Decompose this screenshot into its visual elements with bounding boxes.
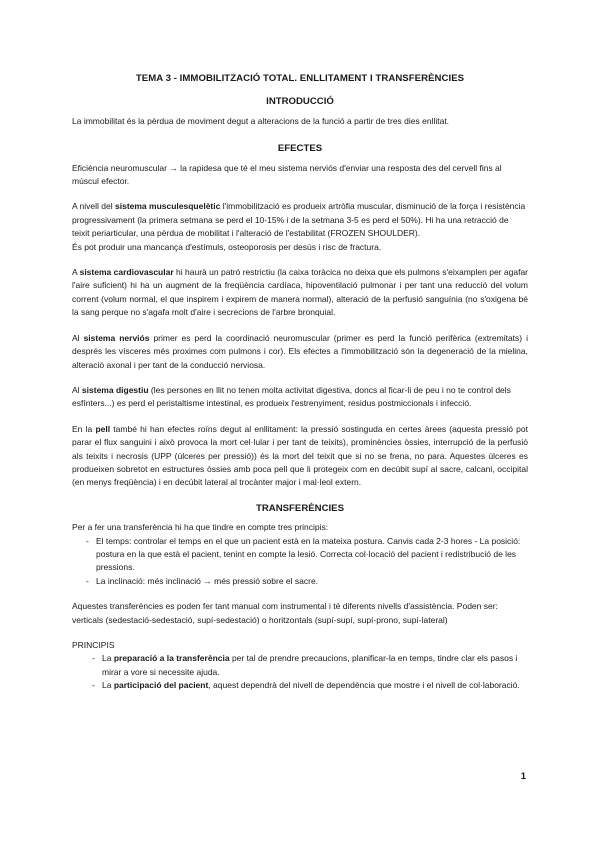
section-heading-introduccio: INTRODUCCIÓ [266,96,334,108]
efectes-paragraph-digestiu [72,384,528,411]
text-run: La [102,653,114,664]
text-run: A [72,267,80,278]
bold-term: sistema musculesquelètic [115,201,221,212]
section-heading-efectes: EFECTES [277,143,323,155]
text-run: , aquest dependrà del nivell de dependència que mostre i el nivell de col·laboració. [208,680,520,691]
text-run: també hi han efectes roïns degut al enllitament: la pressió sostinguda en certes àrees (aquesta pressió pot parar el flux sanguini i això provoca la mort cel·lular i per tant de teixits), prominències òssies, interrupció de la perfusió als teixits i necrosis (UPP (úlceres per pressió)) és la mort del teixit que si no se frena, no para. Aquestes úlceres es produeixen sobretot en estructures òssies amb poca pell que li protegeix com en decúbit supí al sacre, calcani, occipital (en menys freqüència) i en decúbit lateral al trocànter major i mal·leol extern. [72,423,528,488]
document-title: TEMA 3 - IMMOBILITZACIÓ TOTAL. ENLLITAMENT I TRANSFERÈNCIES [135,73,465,84]
text-run: A nivell del [72,201,115,212]
bold-term: sistema nerviós [83,332,150,343]
list-item: - La inclinació: més inclinació → més pressió sobre el sacre. [86,575,528,588]
list-item [92,679,528,692]
transferencies-paragraph-tipus: Aquestes transferències es poden fer tant manual com instrumental i té diferents nivells d'assistència. Poden ser: verticals (sedestació-sedestació, supí-sedestació) o horitzontals (supí-supí, supí-prono, supí-lateral) [72,601,498,625]
text-run: primer es perd la coordinació neuromuscular (primer es perd la funció perifèrica (extremitats) i després les vísceres més proximes com pulmons i cor). Els efectes a l'immobilització són la degeneració de la mielina, alteració axonal i per tant de la conducció nerviosa. [72,332,528,370]
list-item: - El temps: controlar el temps en el que un pacient està en la mateixa postura. Canvis cada 2-3 hores - La posició: postura en la que està el pacient, tenint en compte la lesió. Correcta col·locació del pacient i redistribució de les pressions. [86,535,528,575]
text-run: En la [72,423,96,434]
bold-term: preparació a la transferència [113,653,230,664]
text-run: per tal de prendre precaucions, planificar-la en temps, tindre clar els pasos i mirar a vore si necessite ajuda. [102,653,518,677]
principis-label: PRINCIPIS [72,640,115,650]
transferencies-principles-list [72,535,528,589]
text-run: hi haurà un patró restrictiu (la caixa toràcica no deixa que els pulmons s'eixamplen per agafar l'aire suficient) hi ha un augment de la freqüència cardíaca, hipoventilació pulmonar i per tant una reducció del volum corrent (volum normal, el que inspirem i expirem de manera normal), alteració de la perfusió sanguínia (no s'oxigena bé la sang perque no s'agafa molt d'aire i secrecions de l'arbre bronquial. [72,267,529,318]
bold-term: sistema cardiovascular [79,267,174,278]
efectes-paragraph-1: Eficiència neuromuscular → la rapidesa que té el meu sistema nerviós d'enviar una resposta des del cervell fins al múscul efector. [72,162,502,187]
text-run: La [102,680,114,691]
list-item [92,652,528,679]
principis-list [72,652,528,692]
text-run: Al [72,332,84,343]
efectes-paragraph-musculesqueletic [72,200,528,240]
text-run: Al [72,384,82,395]
text-run: l'immobilització es produeix artròfia muscular, disminució de la força i resistència progressivament (la primera setmana se perd el 10-15% i de la setmana 3-5 es perd el 50%). Hi ha una retracció de teixit periarticular, una pèrdua de mobilitat i l'alteració de l'estabilitat (FROZEN SHOULDER). [72,201,526,239]
page-number: 1 [520,771,526,782]
bold-term: sistema digestiu [81,384,149,395]
intro-paragraph: La immobilitat és la pèrdua de moviment degut a alteracions de la funció a partir de tres dies enllitat. [72,115,450,126]
section-heading-transferencies: TRANSFERÈNCIES [256,502,344,514]
text-run: (les persones en llit no tenen molta activitat digestiva, doncs al ficar-li de peu i no te control dels esfínters...) es perd el peristaltisme intestinal, es produeix l'estrenyiment, residus postmiccionals i infecció. [72,384,511,409]
efectes-paragraph-pell [72,423,528,490]
bold-term: participació del pacient [113,680,209,691]
transferencies-intro: Per a fer una transferència hi ha que tindre en compte tres principis: [72,522,329,533]
bold-term: pell [95,423,111,434]
efectes-paragraph-nervios [72,332,528,372]
efectes-paragraph-osteoporosi: És pot produir una mancança d'estímuls, osteoporosis per desús i risc de fractura. [72,241,382,252]
efectes-paragraph-cardiovascular [72,266,528,320]
